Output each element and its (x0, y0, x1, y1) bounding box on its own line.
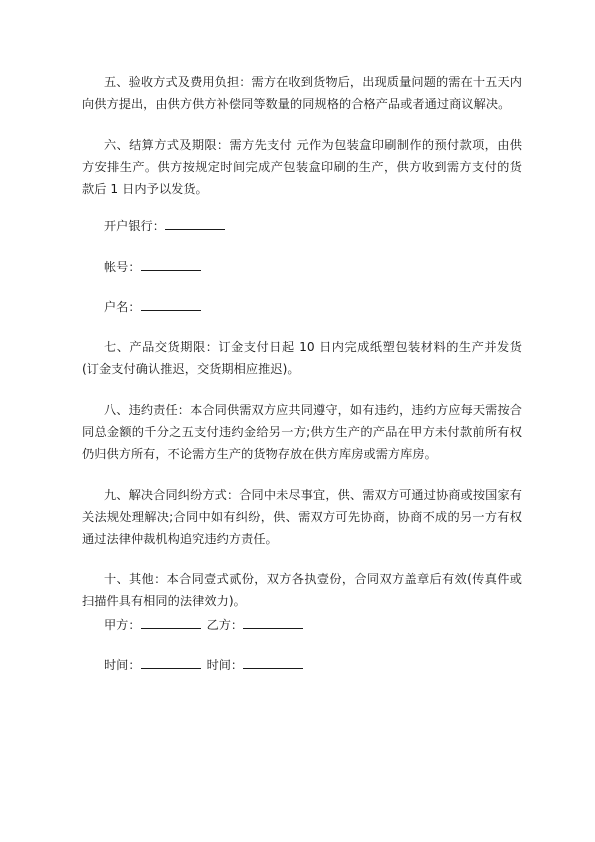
bank-blank (165, 215, 225, 230)
clause-liability: 八、违约责任：本合同供需双方应共同遵守，如有违约，违约方应每天需按合同总金额的千分之五支付违约金给另一方;供方生产的产品在甲方未付款前所有权仍归供方所有，不论需方生产的货物存放在供方库房或需方库房。 (82, 403, 522, 461)
party-b-blank (243, 614, 303, 629)
account-blank (141, 256, 201, 271)
account-name-field (104, 296, 201, 318)
clause-other: 十、其他：本合同壹式贰份，双方各执壹份，合同双方盖章后有效(传真件或扫描件具有相同的法律效力)。 (82, 572, 522, 608)
party-a-label: 甲方： (104, 618, 141, 632)
account-field (104, 256, 201, 278)
time-a-blank (141, 654, 201, 669)
clause-delivery: 七、产品交货期限：订金支付日起 10 日内完成纸塑包装材料的生产并发货(订金支付确认推迟，交货期相应推迟)。 (82, 340, 522, 376)
time-b-blank (243, 654, 303, 669)
clause-dispute: 九、解决合同纠纷方式：合同中未尽事宜，供、需双方可通过协商或按国家有关法规处理解决;合同中如有纠纷，供、需双方可先协商，协商不成的另一方有权通过法律仲裁机构追究违约方责任。 (82, 488, 522, 546)
party-b-label: 乙方： (206, 618, 244, 632)
party-signature-row (104, 614, 303, 636)
clause-acceptance: 五、验收方式及费用负担：需方在收到货物后，出现质量问题的需在十五天内向供方提出，由供方供方补偿同等数量的同规格的合格产品或者通过商议解决。 (82, 75, 522, 111)
time-label-a: 时间： (104, 658, 141, 672)
date-signature-row (104, 654, 303, 676)
account-name-label: 户名： (104, 300, 141, 314)
time-label-b: 时间： (206, 658, 244, 672)
bank-label: 开户银行： (104, 219, 165, 233)
bank-field (104, 215, 225, 237)
account-label: 帐号： (104, 260, 141, 274)
party-a-blank (141, 614, 201, 629)
account-name-blank (141, 296, 201, 311)
clause-settlement: 六、结算方式及期限：需方先支付 元作为包装盒印刷制作的预付款项，由供方安排生产。供方按规定时间完成产包装盒印刷的生产，供方收到需方支付的货款后 1 日内予以发货。 (82, 138, 522, 196)
